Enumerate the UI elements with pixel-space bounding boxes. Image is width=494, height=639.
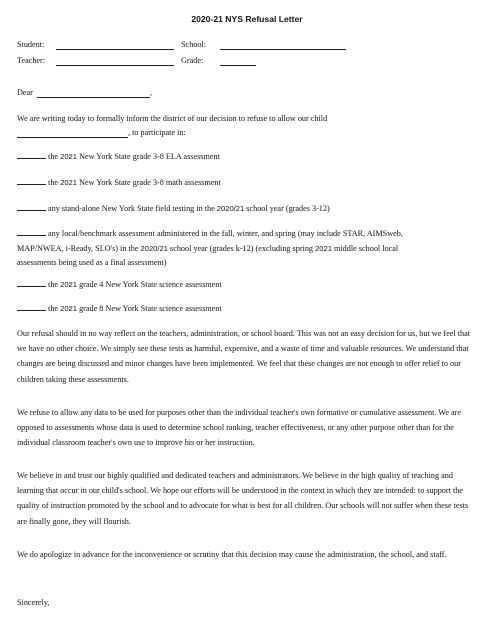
teacher-label: Teacher: [17, 56, 46, 65]
list-item: any local/benchmark assessment administered in the fall, winter, and spring (may include STAR, AIMSweb, MAP/NWEA, i-Ready, SLO's) in the 2020/21 school year (grades k-12) (excluding spring 2021 middle school local assessments being used as a final assessment) [17, 226, 479, 271]
school-field[interactable] [220, 49, 346, 50]
checkbox-blank[interactable] [17, 175, 46, 185]
list-item: the 2021 New York State grade 3-8 ELA assessment [17, 149, 479, 164]
checkbox-blank[interactable] [17, 201, 46, 211]
teacher-field[interactable] [56, 65, 174, 66]
letter-title: 2020-21 NYS Refusal Letter [191, 14, 303, 24]
closing: Sincerely, [17, 598, 50, 607]
salutation: Dear [17, 88, 33, 97]
grade-field[interactable] [220, 65, 256, 66]
recipient-field[interactable] [37, 97, 150, 98]
student-label: Student: [17, 40, 45, 49]
intro-line-2: , to participate in: [128, 128, 186, 137]
checkbox-blank[interactable] [17, 301, 46, 311]
checkbox-blank[interactable] [17, 149, 46, 159]
list-item: any stand-alone New York State field testing in the 2020/21 school year (grades 3-12) [17, 201, 479, 216]
list-item: the 2021 grade 4 New York State science assessment [17, 277, 479, 292]
school-label: School: [181, 40, 207, 49]
paragraph-belief: We believe in and trust our highly qualified and dedicated teachers and administrators. We believe in the high quality of teaching and learning that occur in our child's school. We hope our efforts will be understood in the context in which they are intended: to support the quality of instruction promoted by the school and to advocate for what is best for all children. Our schools will not suffer when these tests are finally gone, they will flourish. [17, 471, 469, 526]
checkbox-blank[interactable] [17, 277, 46, 287]
intro-line-1: We are writing today to formally inform the district of our decision to refuse to allow our child [17, 114, 328, 123]
list-item: the 2021 New York State grade 3-8 math assessment [17, 175, 479, 190]
student-field[interactable] [56, 49, 174, 50]
paragraph-apology: We do apologize in advance for the inconvenience or scrutiny that this decision may cause the administration, the school, and staff. [17, 550, 447, 559]
list-item: the 2021 grade 8 New York State science assessment [17, 301, 479, 316]
grade-label: Grade: [181, 56, 204, 65]
paragraph-data-use: We refuse to allow any data to be used for purposes other than the individual teacher's own formative or cumulative assessment. We are opposed to assessments whose data is used to determine school ranking, teacher effectiveness, or any other purpose other than for the individual classroom teacher's own use to improve his or her instruction. [17, 408, 462, 448]
child-name-field[interactable] [17, 137, 128, 138]
salutation-comma: , [150, 88, 153, 97]
paragraph-refusal: Our refusal should in no way reflect on the teachers, administration, or school board. This was not an easy decision for us, but we feel that we have no other choice. We simply see these tests as harmful, expensive, and a waste of time and valuable resources. We understand that changes are being discussed and minor changes have been implemented. We feel that these changes are not enough to offer relief to our children taking these assessments. [17, 329, 470, 384]
checkbox-blank[interactable] [17, 226, 46, 236]
